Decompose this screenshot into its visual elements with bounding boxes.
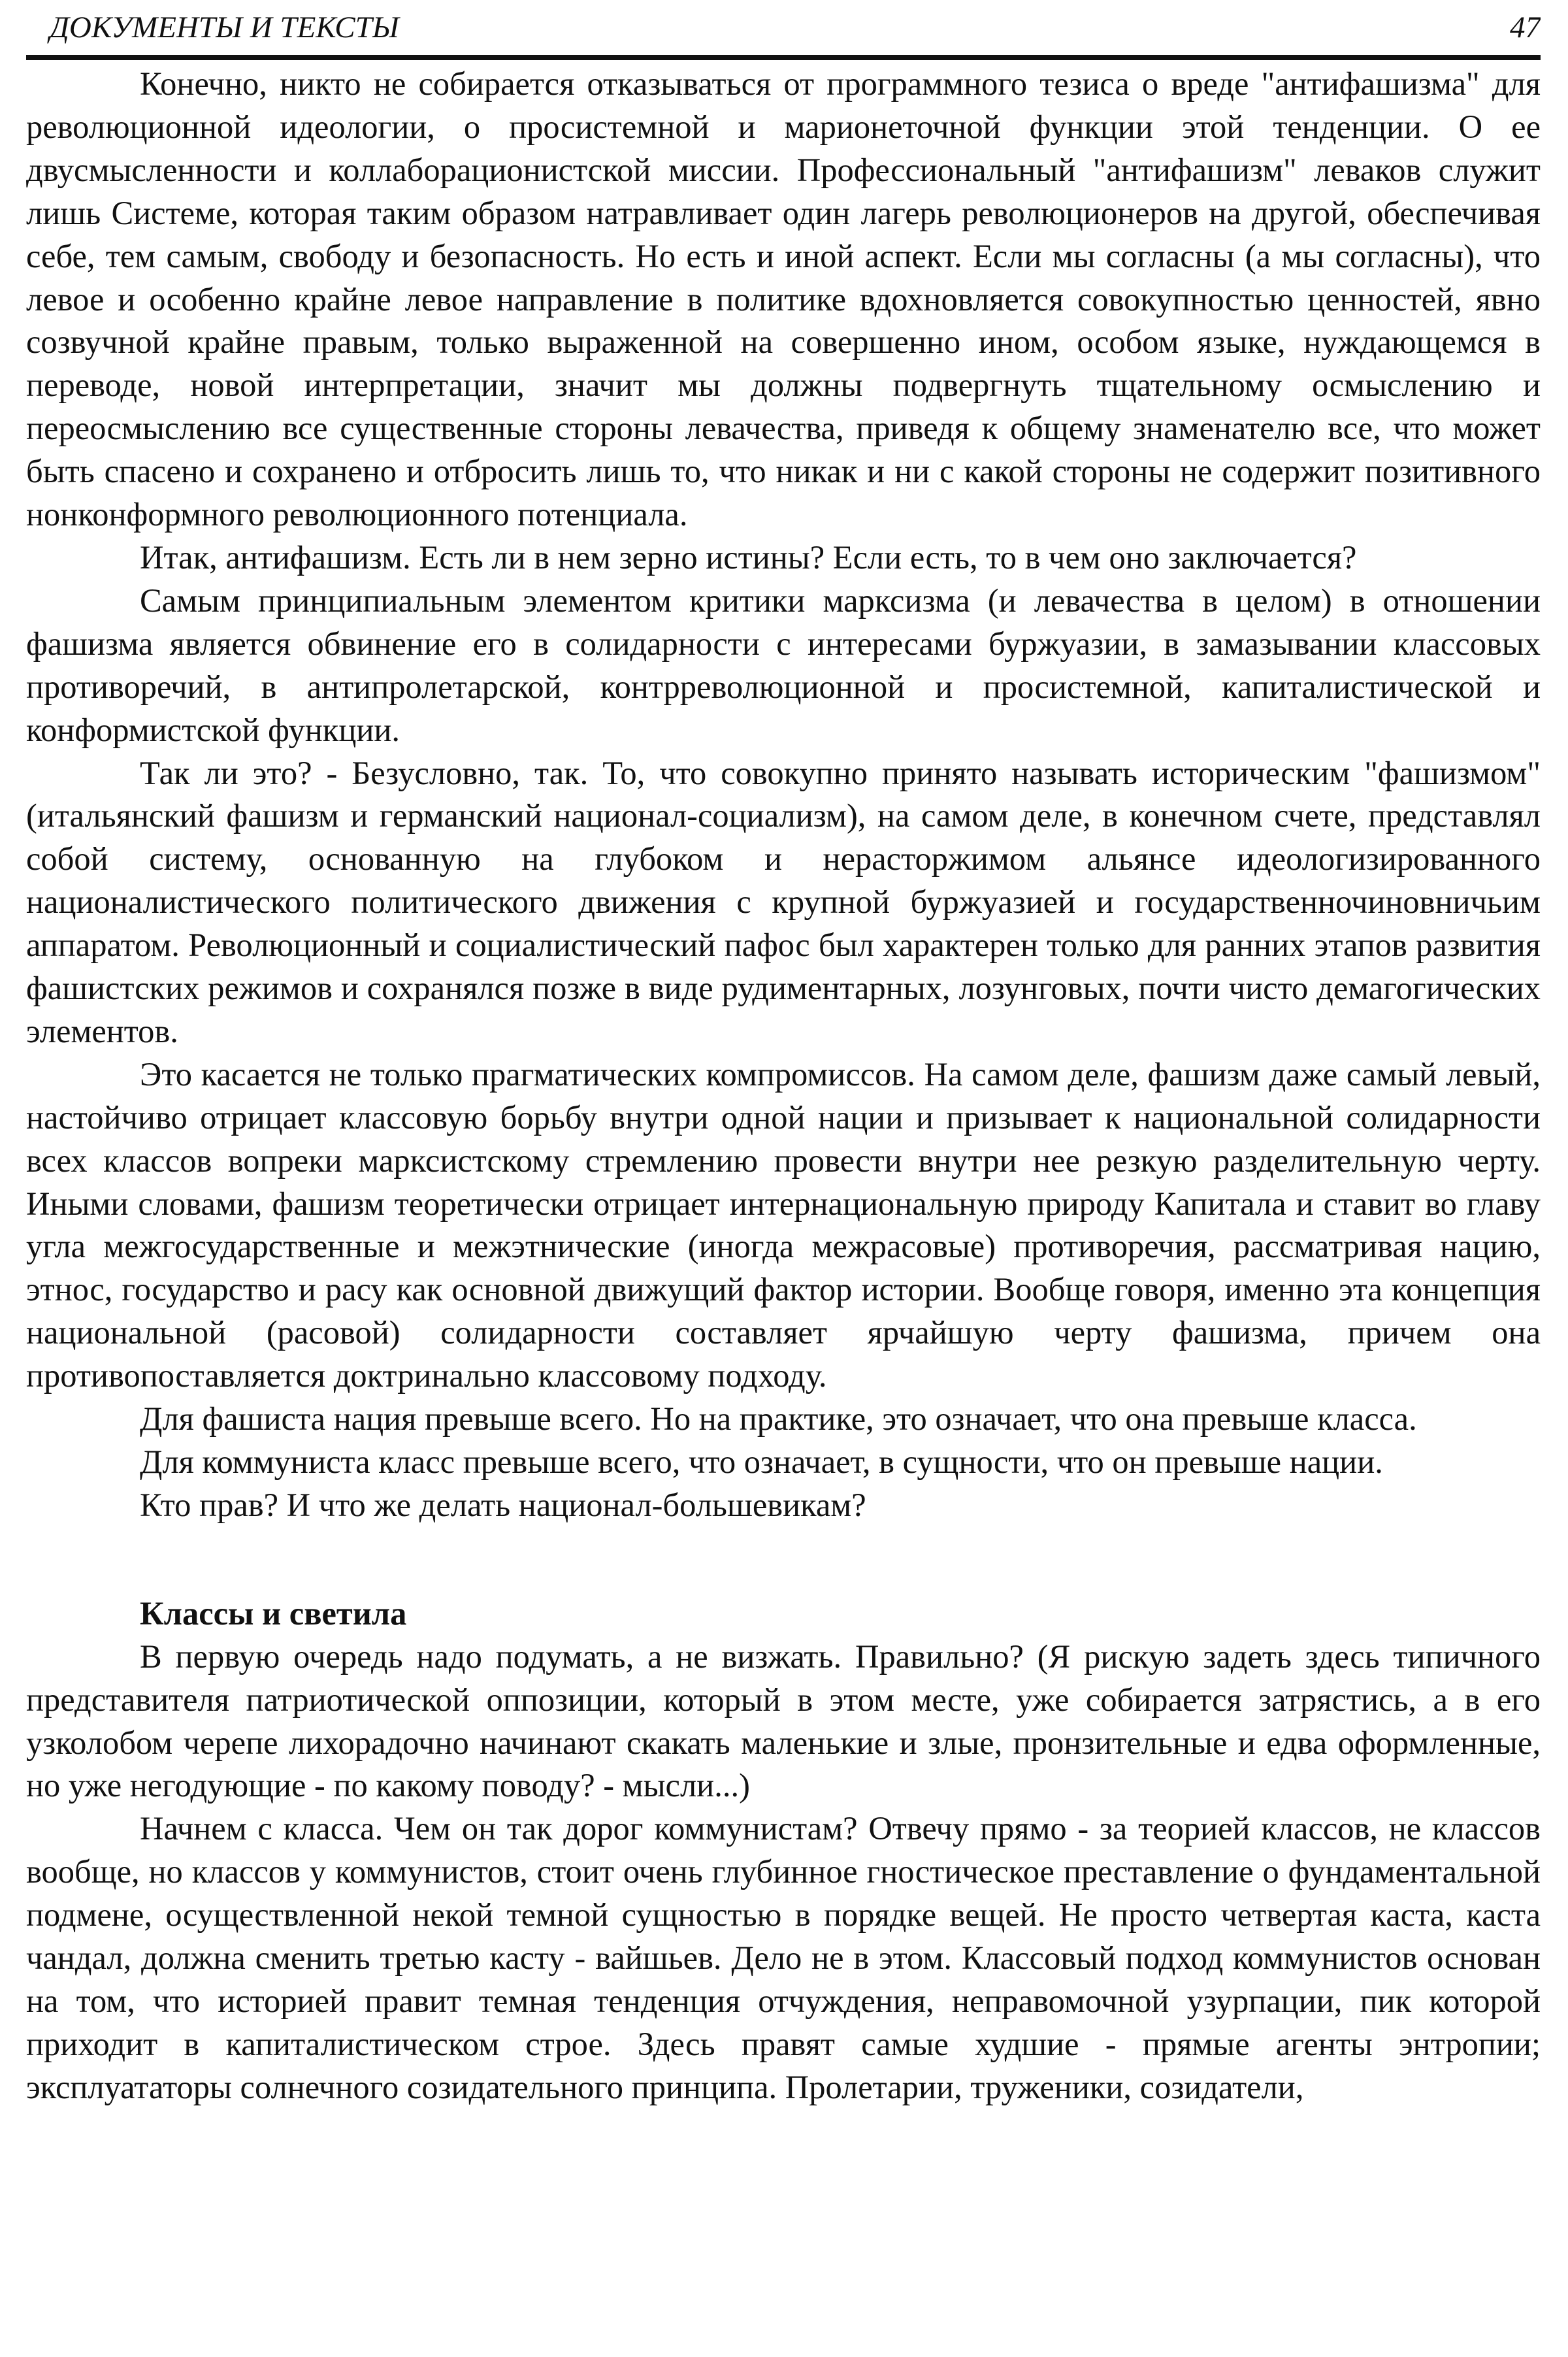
- paragraph: Для фашиста нация превыше всего. Но на практике, это означает, что она превыше класса.: [140, 1400, 1417, 1438]
- page-number: 47: [1510, 10, 1541, 44]
- document-page: [26, 0, 1541, 2357]
- paragraph: Кто прав? И что же делать национал-большевикам?: [140, 1486, 866, 1523]
- paragraph: Самым принципиальным элементом критики марксизма (и левачества в целом) в отношении фашизма является обвинение его в солидарности с интересами буржуазии, в замазывании классовых противоречий, в антипролетарской, контрреволюционной и просистемной, капиталистической и конформистской функции.: [26, 582, 1541, 748]
- paragraph: В первую очередь надо подумать, а не визжать. Правильно? (Я рискую задеть здесь типичного представителя патриотической оппозиции, который в этом месте, уже собирается затрястись, а в его узколобом черепе лихорадочно начинают скакать маленькие и злые, пронзительные и едва оформленные, но уже негодующие - по какому поводу? - мысли...): [26, 1638, 1541, 1804]
- paragraph: Для коммуниста класс превыше всего, что означает, в сущности, что он превыше нации.: [140, 1443, 1383, 1480]
- paragraph: Итак, антифашизм. Есть ли в нем зерно истины? Если есть, то в чем оно заключается?: [140, 538, 1357, 576]
- running-title: ДОКУМЕНТЫ И ТЕКСТЫ: [50, 10, 399, 44]
- paragraph: Начнем с класса. Чем он так дорог коммунистам? Отвечу прямо - за теорией классов, не классов вообще, но классов у коммунистов, стоит очень глубинное гностическое преставление о фундаментальной подмене, осуществленной некой темной сущностью в порядке вещей. Не просто четвертая каста, каста чандал, должна сменить третью касту - вайшьев. Дело не в этом. Классовый подход коммунистов основан на том, что историей правит темная тенденция отчуждения, неправомочной узурпации, пик которой приходит в капиталистическом строе. Здесь правят самые худшие - прямые агенты энтропии; эксплуататоры солнечного созидательного принципа. Пролетарии, труженики, созидатели,: [26, 1810, 1541, 2105]
- running-header: [26, 0, 1541, 55]
- paragraph: Так ли это? - Безусловно, так. То, что совокупно принято называть историческим "фашизмом" (итальянский фашизм и германский национал-социализм), на самом деле, в конечном счете, представлял собой систему, основанную на глубоком и нерасторжимом альянсе идеологизированного националистического политического движения с крупной буржуазией и государственночиновничьим аппаратом. Революционный и социалистический пафос был характерен только для ранних этапов развития фашистских режимов и сохранялся позже в виде рудиментарных, лозунговых, почти чисто демагогических элементов.: [26, 754, 1541, 1049]
- body-text: [26, 63, 1541, 2109]
- section-spacer: [26, 1527, 1541, 1592]
- header-rule: [26, 55, 1541, 60]
- section-heading: Классы и светила: [140, 1594, 407, 1632]
- paragraph: Конечно, никто не собирается отказываться от программного тезиса о вреде "антифашизма" для революционной идеологии, о просистемной и марионеточной функции этой тенденции. О ее двусмысленности и коллаборационистской миссии. Профессиональный "антифашизм" леваков служит лишь Системе, которая таким образом натравливает один лагерь революционеров на другой, обеспечивая себе, тем самым, свободу и безопасность. Но есть и иной аспект. Если мы согласны (а мы согласны), что левое и особенно крайне левое направление в политике вдохновляется совокупностью ценностей, явно созвучной крайне правым, только выраженной на совершенно ином, особом языке, нуждающемся в переводе, новой интерпретации, значит мы должны подвергнуть тщательному осмыслению и переосмыслению все существенные стороны левачества, приведя к общему знаменателю все, что может быть спасено и сохранено и отбросить лишь то, что никак и ни с какой стороны не содержит позитивного нонконформного революционного потенциала.: [26, 65, 1541, 533]
- paragraph: Это касается не только прагматических компромиссов. На самом деле, фашизм даже самый левый, настойчиво отрицает классовую борьбу внутри одной нации и призывает к национальной солидарности всех классов вопреки марксистскому стремлению провести внутри нее резкую разделительную черту. Иными словами, фашизм теоретически отрицает интернациональную природу Капитала и ставит во главу угла межгосударственные и межэтнические (иногда межрасовые) противоречия, рассматривая нацию, этнос, государство и расу как основной движущий фактор истории. Вообще говоря, именно эта концепция национальной (расовой) солидарности составляет ярчайшую черту фашизма, причем она противопоставляется доктринально классовому подходу.: [26, 1055, 1541, 1394]
